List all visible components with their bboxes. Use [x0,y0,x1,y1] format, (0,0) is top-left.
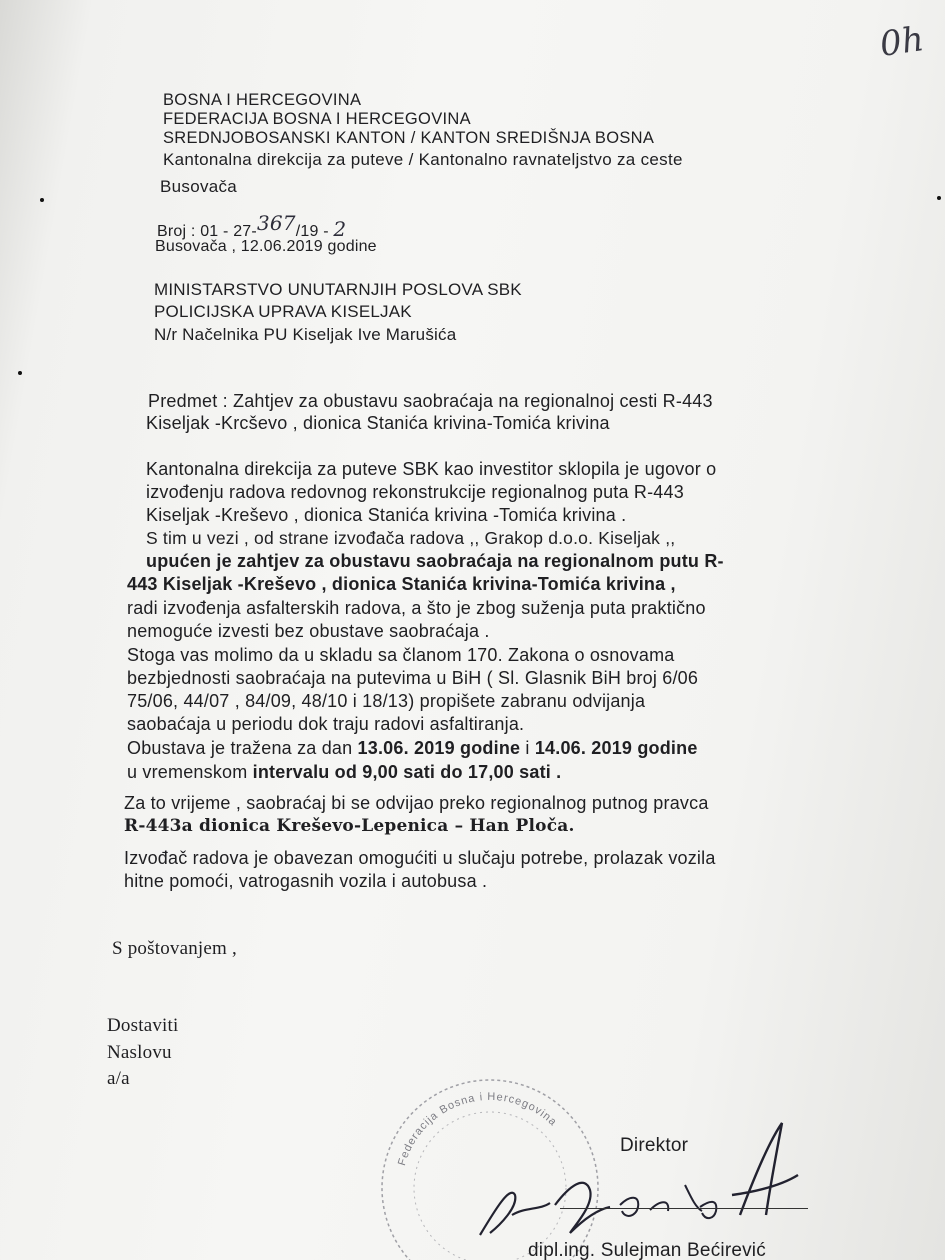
handwritten-signature [470,1115,800,1260]
body-line-6: 443 Kiseljak -Kreševo , dionica Stanića krivina-Tomića krivina , [127,574,676,594]
body-line-2: izvođenju radova redovnog rekonstrukcije regionalnog puta R-443 [146,482,684,502]
body-line-13-date-2: 14.06. 2019 godine [534,738,698,758]
corner-note: 0h [877,19,927,65]
body-line-13 [127,738,698,759]
reference-mid: /19 - [295,223,329,240]
body-line-14-interval: intervalu od 9,00 sati do 17,00 sati . [252,762,562,782]
header-line-3: SREDNJOBOSANSKI KANTON / KANTON SREDIŠNJA BOSNA [163,129,655,147]
header-line-4: Kantonalna direkcija za puteve / Kantonalno ravnateljstvo za ceste [163,150,683,169]
recipient-line-1: MINISTARSTVO UNUTARNJIH POSLOVA SBK [154,280,522,299]
signature-line [560,1208,808,1209]
body-line-13-text-c: i [520,738,535,758]
signature-title: Direktor [620,1135,689,1156]
reference-prefix: Broj : 01 - 27- [157,223,257,240]
closing-aa: a/a [107,1068,130,1089]
body-line-14-text-a: u vremenskom [127,762,253,782]
body-line-3: Kiseljak -Kreševo , dionica Stanića krivina -Tomića krivina . [146,505,627,525]
reference-handwritten-number: 367 [256,211,296,235]
closing-dostaviti: Dostaviti [107,1015,179,1036]
reference-date: Busovača , 12.06.2019 godine [155,238,377,255]
margin-dot-1 [40,198,44,202]
body-line-4: S tim u vezi , od strane izvođača radova ,, Grakop d.o.o. Kiseljak ,, [146,528,676,548]
body-line-17: Izvođač radova je obavezan omogućiti u slučaju potrebe, prolazak vozila [124,848,716,868]
body-line-11: 75/06, 44/07 , 84/09, 48/10 i 18/13) propišete zabranu odvijanja [127,691,646,711]
body-line-13-text-a: Obustava je tražena za dan [127,738,358,758]
body-line-12: saobaćaja u periodu dok traju radovi asfaltiranja. [127,714,525,734]
closing-regards: S poštovanjem , [112,938,237,959]
closing-naslovu: Naslovu [107,1042,172,1063]
reference-handwritten-suffix: 2 [333,217,347,241]
margin-dot-2 [18,371,22,375]
body-line-8: nemoguće izvesti bez obustave saobraćaja . [127,621,490,641]
header-line-5: Busovača [160,177,238,196]
signature-name: dipl.ing. Sulejman Bećirević [528,1240,766,1260]
margin-dot-3 [937,196,941,200]
body-line-15: Za to vrijeme , saobraćaj bi se odvijao preko regionalnog putnog pravca [124,793,709,813]
header-line-2: FEDERACIJA BOSNA I HERCEGOVINA [163,110,471,128]
recipient-line-3: N/r Načelnika PU Kiseljak Ive Marušića [154,325,457,344]
body-line-5: upućen je zahtjev za obustavu saobraćaja na regionalnom putu R- [146,551,724,571]
body-line-9: Stoga vas molimo da u skladu sa članom 170. Zakona o osnovama [127,645,675,665]
stamp-text: Federacija Bosna i Hercegovina [396,1090,560,1168]
body-line-13-date-1: 13.06. 2019 godine [357,738,521,758]
body-line-14 [127,762,561,783]
body-line-1: Kantonalna direkcija za puteve SBK kao investitor sklopila je ugovor o [146,459,717,479]
subject-line-1: Predmet : Zahtjev za obustavu saobraćaja na regionalnoj cesti R-443 [148,391,713,411]
body-line-7: radi izvođenja asfalterskih radova, a što je zbog suženja puta praktično [127,598,706,618]
subject-line-2: Kiseljak -Krcševo , dionica Stanića krivina-Tomića krivina [146,413,610,433]
body-line-10: bezbjednosti saobraćaja na putevima u BiH ( Sl. Glasnik BiH broj 6/06 [127,668,699,688]
recipient-line-2: POLICIJSKA UPRAVA KISELJAK [154,302,412,321]
body-line-16: R-443a dionica Kreševo-Lepenica – Han Ploča. [124,816,575,836]
header-line-1: BOSNA I HERCEGOVINA [163,91,362,109]
body-line-18: hitne pomoći, vatrogasnih vozila i autobusa . [124,871,488,891]
